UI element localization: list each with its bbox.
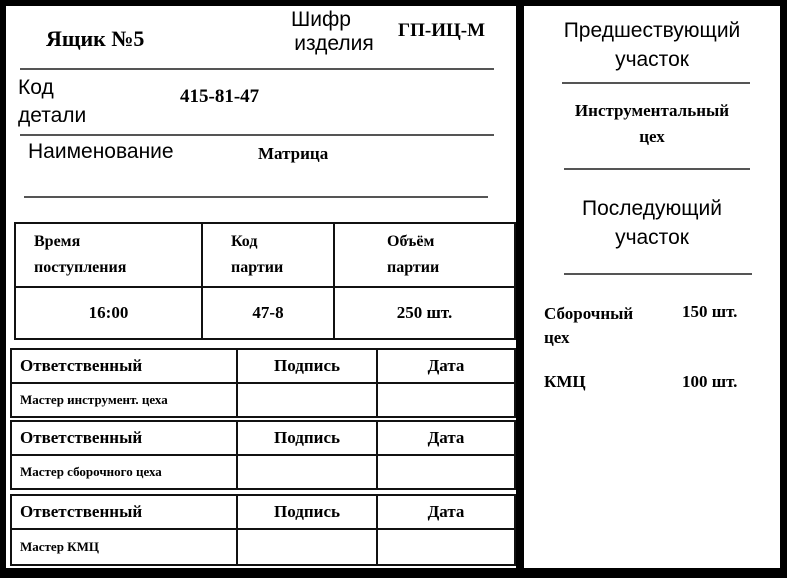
responsible-header: Ответственный — [11, 421, 237, 455]
responsible-header: Ответственный — [11, 495, 237, 529]
divider-line — [24, 196, 488, 198]
next-section-label: Последующий участок — [582, 197, 722, 249]
destination-quantity: 150 шт. — [682, 302, 738, 321]
date-field[interactable] — [377, 383, 515, 417]
divider-line — [20, 68, 494, 70]
divider-line — [562, 82, 750, 84]
destination-name: Сборочный цех — [544, 304, 634, 347]
batch-table — [14, 222, 516, 340]
product-code-value: ГП-ИЦ-М — [398, 20, 486, 41]
batch-volume-cell: 250 шт. — [334, 287, 515, 339]
part-code-value: 415-81-47 — [180, 86, 260, 107]
box-title: Ящик №5 — [46, 26, 145, 51]
batch-header-cell: Время поступления — [15, 223, 202, 287]
responsible-name: Мастер инструмент. цеха — [11, 383, 237, 417]
batch-header-cell: Объём партии — [334, 223, 515, 287]
main-form-panel — [6, 6, 516, 568]
divider-line — [564, 168, 750, 170]
batch-code-cell: 47-8 — [202, 287, 334, 339]
divider-line — [564, 273, 752, 275]
signature-header: Подпись — [237, 495, 377, 529]
responsible-header: Ответственный — [11, 349, 237, 383]
signature-field[interactable] — [237, 455, 377, 489]
arrival-time-cell: 16:00 — [15, 287, 202, 339]
signature-field[interactable] — [237, 383, 377, 417]
destination-quantity: 100 шт. — [682, 372, 738, 391]
name-label: Наименование — [28, 140, 174, 163]
name-value: Матрица — [258, 144, 329, 163]
previous-section-value: Инструментальный цех — [574, 101, 730, 146]
responsible-name: Мастер сборочного цеха — [11, 455, 237, 489]
date-header: Дата — [377, 421, 515, 455]
signature-header: Подпись — [237, 349, 377, 383]
batch-header-cell: Код партии — [202, 223, 334, 287]
date-field[interactable] — [377, 455, 515, 489]
divider-line — [20, 134, 494, 136]
responsibility-table — [10, 348, 516, 418]
date-field[interactable] — [377, 529, 515, 565]
responsible-name: Мастер КМЦ — [11, 529, 237, 565]
product-code-label: Шифр изделия — [291, 8, 374, 55]
previous-section-label: Предшествующий участок — [563, 19, 741, 71]
part-code-label: Код детали — [18, 76, 87, 127]
date-header: Дата — [377, 495, 515, 529]
responsibility-table — [10, 420, 516, 490]
signature-field[interactable] — [237, 529, 377, 565]
destination-name: КМЦ — [544, 372, 586, 391]
routing-panel — [524, 6, 780, 568]
signature-header: Подпись — [237, 421, 377, 455]
date-header: Дата — [377, 349, 515, 383]
responsibility-table — [10, 494, 516, 566]
